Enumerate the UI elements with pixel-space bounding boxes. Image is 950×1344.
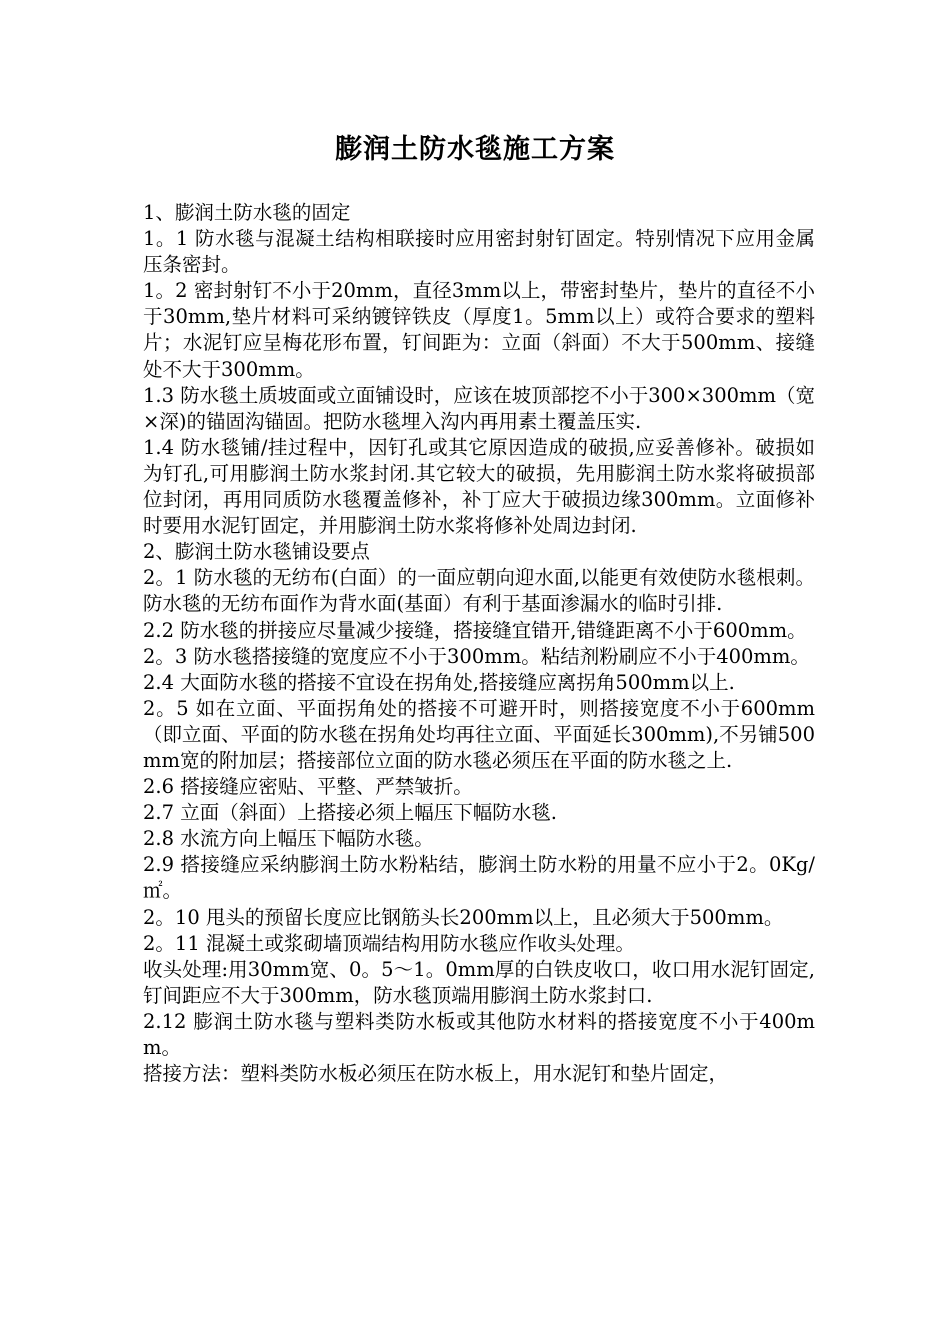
section-heading: 1、膨润土防水毯的固定 [143,201,351,224]
document-body [143,200,815,1087]
paragraph: 2。10 甩头的预留长度应比钢筋头长200mm以上，且必须大于500mm。 [143,905,784,929]
paragraph: 2.9 搭接缝应采纳膨润土防水粉粘结，膨润土防水粉的用量不应小于2。0Kg/㎡。 [143,853,815,903]
paragraph: 1.3 防水毯土质坡面或立面铺设时，应该在坡顶部挖不小于300×300mm（宽×深)的锚固沟锚固。把防水毯埋入沟内再用素土覆盖压实. [143,383,815,433]
paragraph: 搭接方法：塑料类防水板必须压在防水板上，用水泥钉和垫片固定， [143,1062,729,1086]
paragraph: 2.7 立面（斜面）上搭接必须上幅压下幅防水毯. [143,801,557,825]
section-heading: 2、膨润土防水毯铺设要点 [143,540,370,564]
paragraph: 1。2 密封射钉不小于20mm，直径3mm以上，带密封垫片，垫片的直径不小于30mm,垫片材料可采纳镀锌铁皮（厚度1。5mm以上）或符合要求的塑料片；水泥钉应呈梅花形布置，钉间距为：立面（斜面）不大于500mm、接缝处不大于300mm。 [143,279,815,381]
paragraph: 2.6 搭接缝应密贴、平整、严禁皱折。 [143,775,473,799]
paragraph: 2。11 混凝土或浆砌墙顶端结构用防水毯应作收头处理。 [143,931,635,955]
paragraph: 1。1 防水毯与混凝土结构相联接时应用密封射钉固定。特别情况下应用金属压条密封。 [143,227,815,277]
paragraph: 2.12 膨润土防水毯与塑料类防水板或其他防水材料的搭接宽度不小于400mm。 [143,1009,815,1059]
paragraph: 1.4 防水毯铺/挂过程中，因钉孔或其它原因造成的破损,应妥善修补。破损如为钉孔,可用膨润土防水浆封闭.其它较大的破损，先用膨润土防水浆将破损部位封闭，再用同质防水毯覆盖修补，补丁应大于破损边缘300mm。立面修补时要用水泥钉固定，并用膨润土防水浆将修补处周边封闭. [143,435,815,538]
paragraph: 2。1 防水毯的无纺布(白面）的一面应朝向迎水面,以能更有效使防水毯根刺。防水毯的无纺布面作为背水面(基面）有利于基面渗漏水的临时引排. [143,566,815,616]
paragraph: 2。5 如在立面、平面拐角处的搭接不可避开时，则搭接宽度不小于600mm（即立面、平面的防水毯在拐角处均再往立面、平面延长300mm),不另铺500mm宽的附加层；搭接部位立面的防水毯必须压在平面的防水毯之上. [143,696,815,772]
paragraph: 2.2 防水毯的拼接应尽量减少接缝，搭接缝宜错开,错缝距离不小于600mm。 [143,618,807,642]
paragraph: 2.4 大面防水毯的搭接不宜设在拐角处,搭接缝应离拐角500mm以上. [143,670,735,694]
paragraph: 2。3 防水毯搭接缝的宽度应不小于300mm。粘结剂粉刷应不小于400mm。 [143,644,810,668]
paragraph: 收头处理:用30mm宽、0。5～1。0mm厚的白铁皮收口，收口用水泥钉固定,钉间距应不大于300mm，防水毯顶端用膨润土防水浆封口. [143,957,815,1007]
paragraph: 2.8 水流方向上幅压下幅防水毯。 [143,827,434,851]
document-title: 膨润土防水毯施工方案 [335,134,615,165]
